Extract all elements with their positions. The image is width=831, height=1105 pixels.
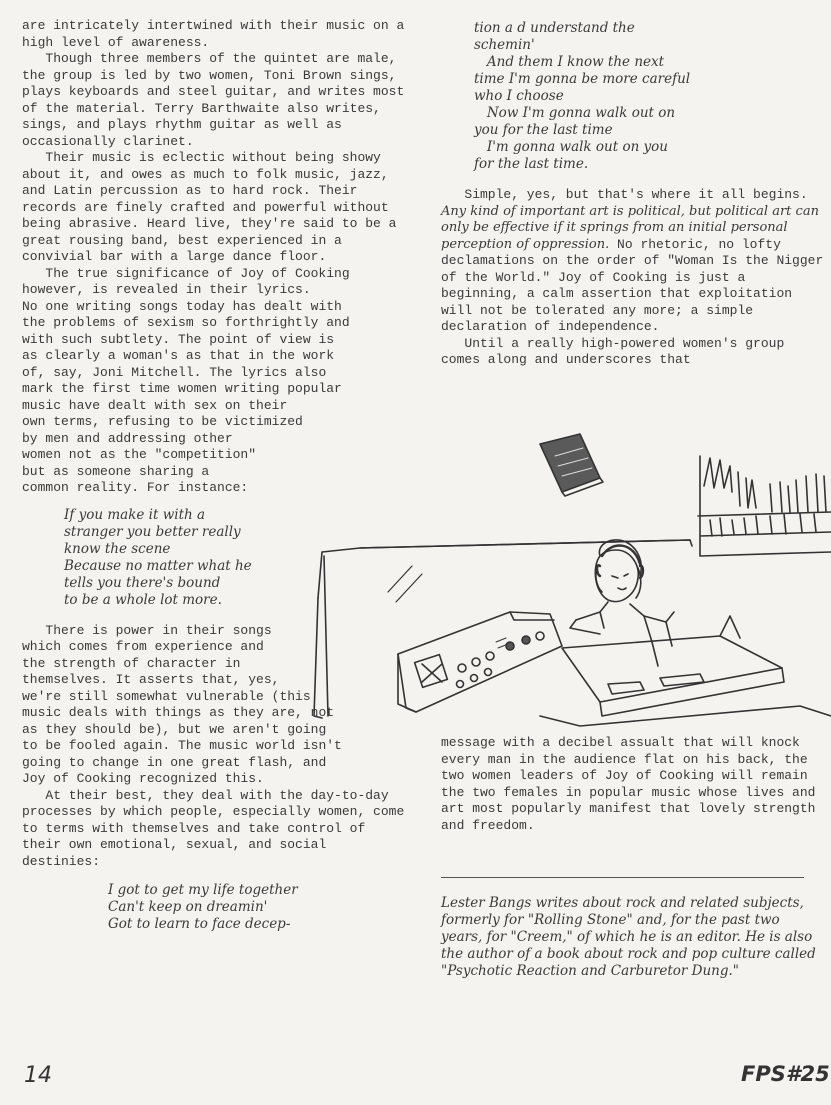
studio-illustration [300, 416, 831, 731]
mixing-console-icon [398, 612, 562, 712]
lyric-line: I'm gonna walk out on you [474, 139, 669, 155]
text-line: The true significance of Joy of Cooking [45, 265, 350, 281]
lyric-line: I got to get my life together [108, 882, 298, 898]
speaker-icon [540, 434, 603, 496]
text-line: There is power in their songs [45, 622, 272, 638]
lyric-line: Can't keep on dreamin' [108, 899, 268, 915]
issue-code: FPS#25 [741, 1062, 830, 1086]
lyric-line: time I'm gonna be more careful [474, 71, 691, 87]
lyric-line: If you make it with a [64, 506, 206, 523]
lyric-block [108, 882, 407, 933]
lyric-line: stranger you better really [64, 523, 241, 540]
page-number: 14 [24, 1063, 52, 1088]
lyric-line: And them I know the next [474, 54, 665, 70]
lyric-line: tells you there's bound [64, 574, 221, 591]
paragraph: Though three members of the quintet are male, the group is led by two women, Toni Brown sings, plays keyboards and steel guitar, and writes most of the material. Terry Barthwaite also writes, sings, and plays rhythm guitar as well as occasionally clarinet. [22, 51, 405, 149]
right-column-top [441, 20, 829, 369]
text-line: themselves. It asserts that, yes, [22, 672, 280, 687]
text-line: common reality. For instance: [22, 480, 249, 495]
text-line: No one writing songs today has dealt with [22, 298, 342, 314]
text-line: the problems of sexism so forthrightly and [22, 315, 350, 330]
text-line: to be fooled again. The music world isn't [22, 738, 342, 753]
text-line: as clearly a woman's as that in the work [22, 348, 335, 363]
text-line: with such subtlety. The point of view is [22, 331, 335, 347]
lyric-line: know the scene [64, 540, 171, 557]
lyric-line: Got to learn to face decep- [108, 916, 291, 932]
text-line: which comes from experience and [22, 639, 264, 654]
text-line: however, is revealed in their lyrics. [22, 282, 311, 297]
lyric-line: who I choose [474, 88, 564, 104]
text-line: women not as the "competition" [22, 447, 257, 462]
text-line: music deals with things as they are, not [22, 705, 335, 720]
tape-deck-icon [540, 616, 831, 726]
text-line: as they should be), but we aren't going [22, 721, 327, 737]
lyric-line: for the last time. [474, 156, 589, 172]
text-line: going to change in one great flash, and [22, 754, 327, 770]
text-line: mark the first time women writing popular [22, 381, 342, 396]
text-line: we're still somewhat vulnerable (this [22, 688, 311, 704]
right-column-bottom [441, 735, 821, 834]
text-line: music have dealt with sex on their [22, 397, 288, 413]
lyric-line: Now I'm gonna walk out on [474, 105, 676, 121]
lyric-line: to be a whole lot more. [64, 591, 222, 608]
text-line: own terms, refusing to be victimized [22, 414, 303, 429]
lyric-block [474, 20, 829, 173]
person-icon [570, 540, 674, 666]
paragraph: Until a really high-powered women's group comes along and underscores that [441, 335, 785, 367]
shelf-icon [698, 456, 831, 556]
text-line: the strength of character in [22, 655, 241, 671]
text-span: Simple, yes, but that's where it all begins. [464, 187, 808, 202]
lyric-line: you for the last time [474, 122, 613, 138]
text-span: No rhetoric, no lofty declamations on the order of "Woman Is the Nigger of the World." Joy of Cooking is just a beginning, a calm assertion that exploitation will not be tolerated any more; a simple declaration of independence. [441, 236, 824, 334]
paragraph: At their best, they deal with the day-to-day processes by which people, especially women, come to terms with themselves and take control of their own emotional, sexual, and social destinies: [22, 787, 405, 869]
text-line: of, say, Joni Mitchell. The lyrics also [22, 364, 327, 380]
paragraph: Their music is eclectic without being showy about it, and owes as much to folk music, jazz, and Latin percussion as to hard rock. Their records are finely crafted and powerful without being abrasive. Heard live, they're said to be a great rousing band, best experienced in a convivial bar with a large dance floor. [22, 150, 397, 264]
text-line: Joy of Cooking recognized this. [22, 771, 264, 786]
paragraph: message with a decibel assualt that will knock every man in the audience flat on his back, the two women leaders of Joy of Cooking will remain the two females in popular music whose lives and art most popularly manifest that lovely strength and freedom. [441, 735, 816, 833]
text-line: but as someone sharing a [22, 463, 210, 479]
text-line: by men and addressing other [22, 430, 233, 446]
lyric-line: Because no matter what he [64, 557, 252, 574]
author-bio: Lester Bangs writes about rock and related subjects, formerly for "Rolling Stone" and, for the past two years, for "Creem," of which he is an editor. He is also the author of a book about rock and pop culture called "Psychotic Reaction and Carburetor Dung." [441, 895, 816, 979]
lyric-line: schemin' [474, 37, 535, 53]
paragraph [441, 187, 829, 336]
divider [441, 877, 804, 878]
paragraph: are intricately intertwined with their music on a high level of awareness. [22, 18, 405, 50]
italic-span: Any kind of important art is political, but political art can only be effective if it springs from an initial personal perception of oppression. [441, 203, 819, 252]
lyric-line: tion a d understand the [474, 20, 635, 36]
